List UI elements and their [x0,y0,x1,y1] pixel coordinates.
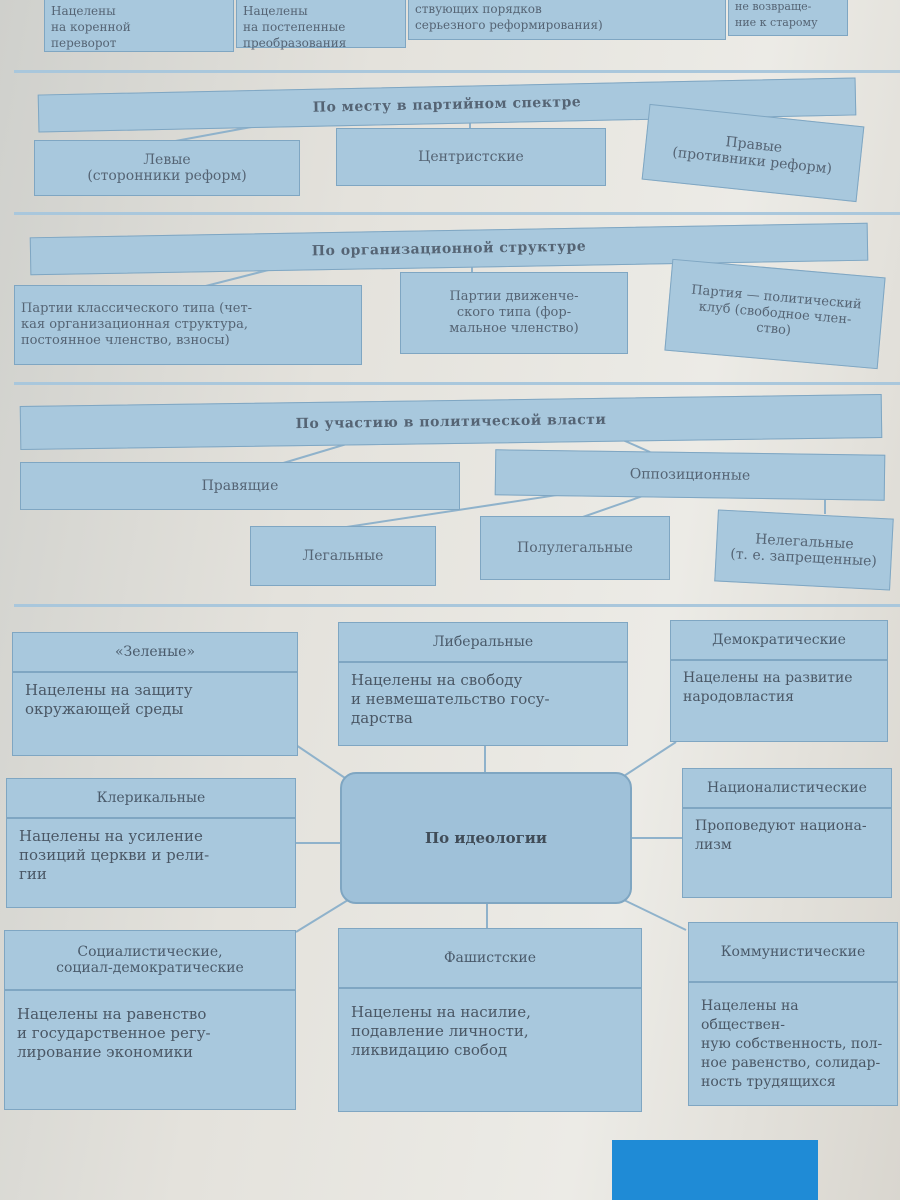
power-section [14,382,900,385]
card-desc: Нацелены на защиту окружающей среды [25,681,193,718]
card-communist [688,922,898,1106]
card-title: Клерикальные [7,779,295,819]
structure-movement: Партии движенче- ского типа (фор- мальное членство) [400,272,628,354]
spectrum-header: По месту в партийном спектре [38,77,857,132]
spectrum-right: Правые (противники реформ) [642,104,865,202]
card-desc: Нацелены на усиление позиций церкви и рели- гии [19,827,210,883]
power-header: По участию в политической власти [20,394,883,450]
card-democratic [670,620,888,742]
card-desc: Нацелены на свободу и невмешательство госу- дарства [351,671,550,727]
top-cell-3: ствующих порядков серьезного реформирования) [408,0,726,40]
card-liberal [338,622,628,746]
card-desc: Нацелены на обществен- ную собственность, пол- ное равенство, солидар- ность трудящихся [701,998,883,1090]
card-green [12,632,298,756]
card-title: Либеральные [339,623,627,663]
structure-section [14,212,900,215]
spectrum-left: Левые (сторонники реформ) [34,140,300,196]
card-clerical [6,778,296,908]
card-title: Коммунистические [689,923,897,983]
power-semilegal: Полулегальные [480,516,670,580]
power-legal: Легальные [250,526,436,586]
card-title: Националистические [683,769,891,809]
card-desc: Нацелены на развитие народовластия [683,670,853,705]
card-desc: Нацелены на насилие, подавление личности, ликвидацию свобод [351,1003,531,1059]
structure-header: По организационной структуре [30,223,869,276]
top-cell-4: не возвраще- ние к старому [728,0,848,36]
page-color-tab [612,1140,818,1200]
card-title: Демократические [671,621,887,661]
structure-club: Партия — политический клуб (свободное член- ство) [664,259,885,369]
card-title: Социалистические, социал-демократические [5,931,295,991]
power-ruling: Правящие [20,462,460,510]
spectrum-center: Центристские [336,128,606,186]
card-fascist [338,928,642,1112]
card-title: «Зеленые» [13,633,297,673]
top-cell-1: Нацелены на коренной переворот [44,0,234,52]
top-cell-2: Нацелены на постепенные преобразования [236,0,406,48]
spectrum-section [14,70,900,73]
card-socialist [4,930,296,1110]
ideology-section [14,604,900,607]
card-title: Фашистские [339,929,641,989]
ideology-center: По идеологии [340,772,632,904]
card-desc: Проповедуют национа- лизм [695,818,867,853]
card-desc: Нацелены на равенство и государственное регу- лирование экономики [17,1005,211,1061]
power-opposition: Оппозиционные [495,449,886,500]
structure-classic: Партии классического типа (чет- кая организационная структура, постоянное членство, взносы) [14,285,362,365]
power-illegal: Нелегальные (т. е. запрещенные) [714,509,894,590]
card-nationalist [682,768,892,898]
